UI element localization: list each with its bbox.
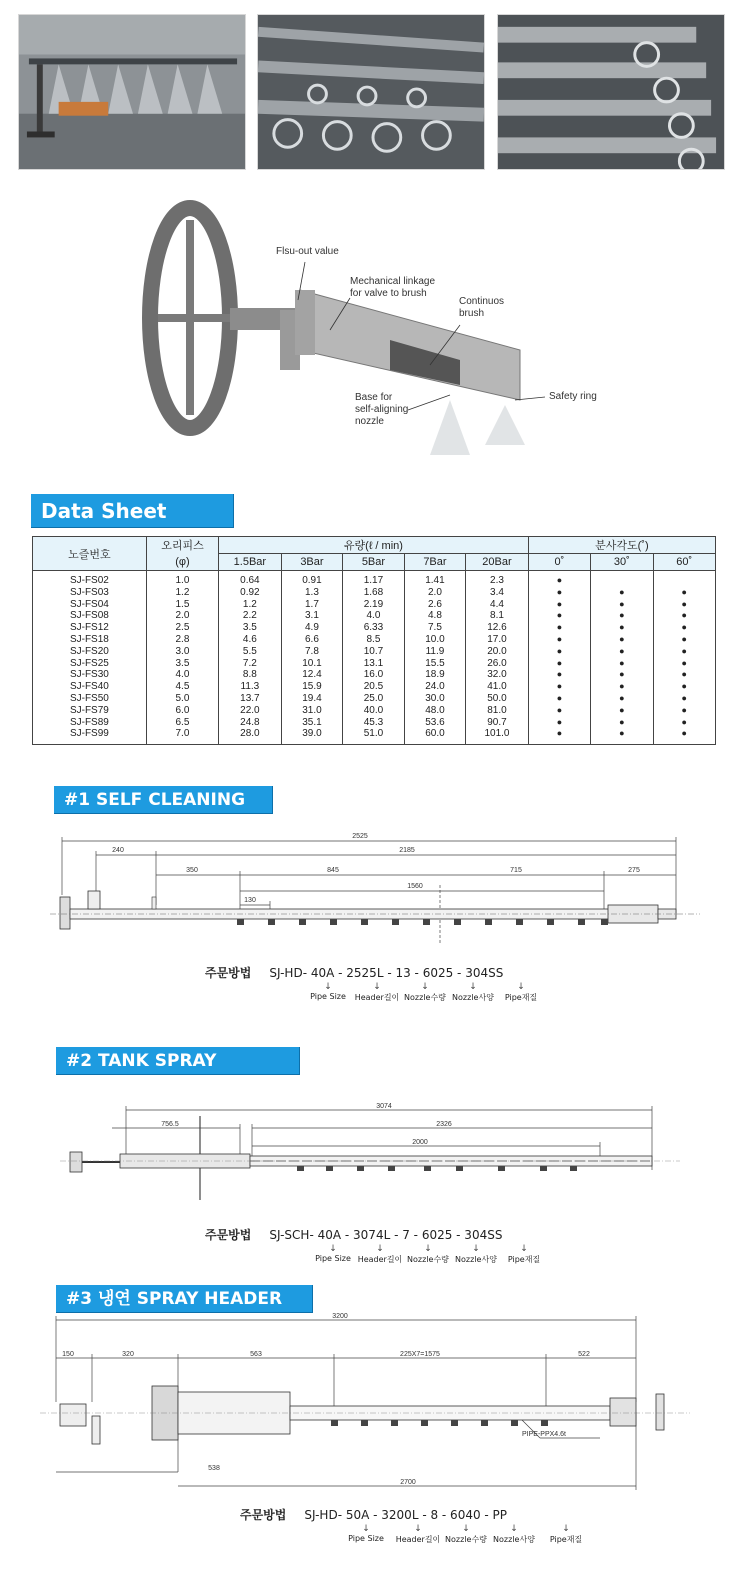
angle-dot: ● xyxy=(619,610,625,621)
model-cell: SJ-FS40 xyxy=(69,681,109,693)
orifice-cell: 5.0 xyxy=(175,692,190,704)
angle-dot: ● xyxy=(681,716,687,727)
flow-cell: 41.0 xyxy=(487,681,507,693)
angle-dot: ● xyxy=(619,681,625,692)
flow-cell: 10.7 xyxy=(363,645,384,657)
flow-cell: 39.0 xyxy=(302,728,322,740)
flow-cell: 2.0 xyxy=(427,586,442,598)
flow-cell: 19.4 xyxy=(302,692,322,704)
flow-cell: 2.6 xyxy=(427,598,442,610)
flow-cell: 8.8 xyxy=(242,669,257,681)
col-orifice-unit: (φ) xyxy=(146,554,218,571)
model-cell: SJ-FS79 xyxy=(69,704,109,716)
header2-title: #2 TANK SPRAY HEADER xyxy=(56,1047,300,1075)
flow-cell: 50.0 xyxy=(487,692,507,704)
header2-order-label: 주문방법 xyxy=(205,1228,252,1242)
col-model-header: 노즐번호 xyxy=(33,537,147,571)
dim-275: 275 xyxy=(628,867,640,874)
angle-dot: ● xyxy=(619,633,625,644)
header1-drawing xyxy=(0,825,741,945)
angle-dot: ● xyxy=(556,598,563,609)
flow-cell: 35.1 xyxy=(302,716,322,728)
flow-cell: 40.0 xyxy=(363,704,384,716)
orifice-cell: 6.0 xyxy=(175,704,190,716)
header1-order-code: 주문방법 SJ-HD- 40A - 2525L - 13 - 6025 - 304SS xyxy=(205,966,504,980)
angle-dot: ● xyxy=(681,669,687,680)
flow-cell: 4.0 xyxy=(366,610,381,622)
col-pressure-3: 5Bar xyxy=(343,554,405,571)
angle-dot: ● xyxy=(619,586,625,597)
flow-cell: 28.0 xyxy=(240,728,260,740)
flow-cell: 15.9 xyxy=(302,681,322,693)
orifice-cell: 4.0 xyxy=(175,669,190,681)
flow-cell: 48.0 xyxy=(425,704,445,716)
model-cell: SJ-FS50 xyxy=(69,692,109,704)
angle-dot: ● xyxy=(619,704,625,715)
photo-spray-header-operation xyxy=(18,14,246,170)
orifice-cell: 2.5 xyxy=(175,622,190,634)
angle-dot: ● xyxy=(681,598,687,609)
flow-cell: 22.0 xyxy=(240,704,260,716)
angle-dot: ● xyxy=(556,669,563,680)
header1-title: #1 SELF CLEANING H/D xyxy=(54,786,273,814)
angle-dot: ● xyxy=(681,622,687,633)
dim-715: 715 xyxy=(510,867,522,874)
flow-cell: 12.6 xyxy=(487,622,507,634)
flow-column-3 xyxy=(343,571,405,745)
angle-dot: ● xyxy=(619,598,625,609)
flow-cell: 20.5 xyxy=(363,681,384,693)
angle-dot: ● xyxy=(681,728,687,739)
label-mechanical-linkage: Mechanical linkage for valve to brush xyxy=(350,276,436,299)
flow-cell: 1.17 xyxy=(363,575,384,586)
flow-cell: 7.8 xyxy=(304,645,319,657)
flow-column-1 xyxy=(219,571,282,745)
flow-cell: 101.0 xyxy=(484,728,510,740)
header1-order-label: 주문방법 xyxy=(205,966,252,980)
flow-column-5 xyxy=(466,571,529,745)
angle-dot: ● xyxy=(681,586,687,597)
col-pressure-5: 20Bar xyxy=(466,554,529,571)
header3-drawing xyxy=(0,1312,741,1492)
dim-756-5: 756.5 xyxy=(161,1121,179,1128)
flow-cell: 1.2 xyxy=(242,598,257,610)
flow-cell: 32.0 xyxy=(487,669,507,681)
angle-dot: ● xyxy=(681,610,687,621)
angle-dot: ● xyxy=(619,622,625,633)
flow-cell: 60.0 xyxy=(425,728,445,740)
model-cell: SJ-FS02 xyxy=(69,575,109,586)
dim-350: 350 xyxy=(186,867,198,874)
angle-dot: ● xyxy=(556,645,563,656)
flow-cell: 24.0 xyxy=(425,681,445,693)
label-safety-ring: Safety ring xyxy=(549,391,597,402)
flow-cell: 3.5 xyxy=(242,622,257,634)
angle-dot: ● xyxy=(681,704,687,715)
angle-dot: ● xyxy=(556,681,563,692)
flow-cell: 11.3 xyxy=(240,681,260,693)
col-angle-0: 0˚ xyxy=(528,554,590,571)
col-angle-30: 30˚ xyxy=(591,554,653,571)
orifice-cell: 2.0 xyxy=(175,610,190,622)
dim-240: 240 xyxy=(112,847,124,854)
angle-dot: ● xyxy=(556,692,563,703)
flow-cell: 6.6 xyxy=(304,633,319,645)
model-cell: SJ-FS08 xyxy=(69,610,109,622)
flow-cell: 0.64 xyxy=(240,575,260,586)
header1-order-legend: ↓ Pipe Size ↓ Header길이 ↓ Nozzle수량 ↓ Nozzle사양 ↓ Pipe재질 xyxy=(0,982,741,1006)
angle-dot: ● xyxy=(619,692,625,703)
angle-dot: ● xyxy=(556,704,563,715)
flow-column-2 xyxy=(281,571,343,745)
angle-dot xyxy=(654,575,716,587)
flow-cell: 0.91 xyxy=(302,575,322,586)
dim-3074: 3074 xyxy=(376,1103,392,1110)
orifice-cell: 6.5 xyxy=(175,716,190,728)
flow-cell: 10.1 xyxy=(302,657,322,669)
flow-cell: 0.92 xyxy=(240,586,260,598)
photo-valve-wheels xyxy=(497,14,725,170)
angle-dot: ● xyxy=(619,669,625,680)
angle-dot: ● xyxy=(556,622,563,633)
model-cell: SJ-FS30 xyxy=(69,669,109,681)
header2-drawing xyxy=(0,1100,741,1210)
flow-cell: 7.2 xyxy=(242,657,257,669)
col-pressure-4: 7Bar xyxy=(404,554,466,571)
angle-dot: ● xyxy=(681,645,687,656)
angle-dot: ● xyxy=(556,586,563,597)
header3-order-label: 주문방법 xyxy=(240,1508,287,1522)
model-cell: SJ-FS18 xyxy=(69,633,109,645)
flow-column-4 xyxy=(404,571,466,745)
angle-dot: ● xyxy=(681,657,687,668)
dim-845: 845 xyxy=(327,867,339,874)
dim-150: 150 xyxy=(62,1351,74,1358)
flow-cell: 51.0 xyxy=(363,728,384,740)
orifice-cell: 7.0 xyxy=(175,728,190,740)
col-orifice-header: 오리피스 xyxy=(146,537,218,554)
col-pressure-1: 1.5Bar xyxy=(219,554,282,571)
model-cell: SJ-FS03 xyxy=(69,586,109,598)
flow-cell: 13.1 xyxy=(363,657,384,669)
flow-cell: 18.9 xyxy=(425,669,445,681)
flow-cell: 1.68 xyxy=(363,586,384,598)
flow-cell: 16.0 xyxy=(363,669,384,681)
angle-dot: ● xyxy=(556,657,563,668)
angle-dot: ● xyxy=(619,716,625,727)
flow-cell: 4.4 xyxy=(490,598,504,610)
angle-dot: ● xyxy=(619,645,625,656)
orifice-cell: 2.8 xyxy=(175,633,190,645)
flow-cell: 30.0 xyxy=(425,692,445,704)
model-cell: SJ-FS20 xyxy=(69,645,109,657)
flow-cell: 5.5 xyxy=(242,645,257,657)
dim-1575: 225X7=1575 xyxy=(400,1351,440,1358)
flow-cell: 11.9 xyxy=(425,645,445,657)
flow-cell: 31.0 xyxy=(302,704,322,716)
label-continuous-brush: Continuos brush xyxy=(459,296,505,319)
angle-column-30 xyxy=(591,571,653,745)
flow-cell: 17.0 xyxy=(487,633,507,645)
orifice-column xyxy=(146,571,218,745)
flow-cell: 1.41 xyxy=(425,575,445,586)
model-cell: SJ-FS99 xyxy=(69,728,109,740)
model-cell: SJ-FS04 xyxy=(69,598,109,610)
pipe-material-note: PIPE-PPX4.6t xyxy=(522,1431,566,1438)
dim-2700: 2700 xyxy=(400,1479,416,1486)
header2-order-code: 주문방법 SJ-SCH- 40A - 3074L - 7 - 6025 - 304SS xyxy=(205,1228,503,1242)
dim-2185: 2185 xyxy=(399,847,415,854)
flow-cell: 1.3 xyxy=(304,586,319,598)
header3-order-legend: ↓ Pipe Size ↓ Header길이 ↓ Nozzle수량 ↓ Nozzle사양 ↓ Pipe재질 xyxy=(0,1524,741,1548)
flow-cell: 53.6 xyxy=(425,716,445,728)
angle-dot: ● xyxy=(556,716,563,727)
model-cell: SJ-FS12 xyxy=(69,622,109,634)
flow-cell: 4.9 xyxy=(304,622,319,634)
angle-dot: ● xyxy=(619,657,625,668)
orifice-cell: 1.2 xyxy=(175,586,190,598)
flow-cell: 2.2 xyxy=(242,610,257,622)
dim-3200: 3200 xyxy=(332,1313,348,1320)
orifice-cell: 1.5 xyxy=(175,598,190,610)
dim-1560: 1560 xyxy=(407,883,423,890)
angle-dot: ● xyxy=(619,728,625,739)
flow-cell: 8.5 xyxy=(366,633,381,645)
flow-cell: 90.7 xyxy=(487,716,507,728)
flow-cell: 3.1 xyxy=(304,610,319,622)
orifice-cell: 3.0 xyxy=(175,645,190,657)
angle-column-60 xyxy=(653,571,716,745)
dim-320: 320 xyxy=(122,1351,134,1358)
flow-cell: 26.0 xyxy=(487,657,507,669)
col-flow-header: 유량(ℓ / min) xyxy=(219,537,529,554)
flow-cell: 45.3 xyxy=(363,716,384,728)
flow-cell: 10.0 xyxy=(425,633,445,645)
flow-cell: 2.19 xyxy=(363,598,384,610)
orifice-cell: 1.0 xyxy=(175,575,190,586)
angle-dot: ● xyxy=(681,681,687,692)
flow-cell: 6.33 xyxy=(363,622,384,634)
flow-cell: 25.0 xyxy=(363,692,384,704)
model-cell: SJ-FS25 xyxy=(69,657,109,669)
header3-order-code: 주문방법 SJ-HD- 50A - 3200L - 8 - 6040 - PP xyxy=(240,1508,508,1522)
angle-column-0 xyxy=(528,571,590,745)
flow-cell: 24.8 xyxy=(240,716,260,728)
flow-cell: 13.7 xyxy=(240,692,260,704)
flow-cell: 8.1 xyxy=(490,610,504,622)
model-cell: SJ-FS89 xyxy=(69,716,109,728)
dim-130: 130 xyxy=(244,897,256,904)
flow-cell: 81.0 xyxy=(487,704,507,716)
flow-cell: 15.5 xyxy=(425,657,445,669)
header2-order-legend: ↓ Pipe Size ↓ Header길이 ↓ Nozzle수량 ↓ Nozzle사양 ↓ Pipe재질 xyxy=(0,1244,741,1268)
flow-cell: 1.7 xyxy=(304,598,319,610)
photo-nozzle-pipes xyxy=(257,14,485,170)
flow-cell: 12.4 xyxy=(302,669,322,681)
col-pressure-2: 3Bar xyxy=(281,554,343,571)
angle-dot: ● xyxy=(681,692,687,703)
flow-cell: 20.0 xyxy=(487,645,507,657)
header3-title: #3 냉연 SPRAY HEADER xyxy=(56,1285,313,1313)
dim-2525: 2525 xyxy=(352,833,368,840)
col-angle-60: 60˚ xyxy=(653,554,716,571)
datasheet-table xyxy=(32,536,716,745)
dim-522: 522 xyxy=(578,1351,590,1358)
flow-cell: 3.4 xyxy=(490,586,504,598)
flow-cell: 7.5 xyxy=(427,622,442,634)
flow-cell: 4.6 xyxy=(242,633,257,645)
datasheet-title: Data Sheet xyxy=(31,494,234,528)
flow-cell: 2.3 xyxy=(490,575,504,586)
orifice-cell: 3.5 xyxy=(175,657,190,669)
angle-dot: ● xyxy=(556,610,563,621)
dim-2326: 2326 xyxy=(436,1121,452,1128)
angle-dot: ● xyxy=(556,728,563,739)
angle-dot: ● xyxy=(556,633,563,644)
dim-563: 563 xyxy=(250,1351,262,1358)
flow-cell: 4.8 xyxy=(427,610,442,622)
label-flush-out-valve: Flsu-out value xyxy=(276,246,339,257)
label-nozzle-base: Base for self-aligning nozzle xyxy=(355,392,409,427)
dim-2000: 2000 xyxy=(412,1139,428,1146)
angle-dot: ● xyxy=(681,633,687,644)
angle-dot: ● xyxy=(556,575,563,585)
angle-dot xyxy=(591,575,652,587)
dim-538: 538 xyxy=(208,1465,220,1472)
model-column xyxy=(33,571,147,745)
col-angle-header: 분사각도(˚) xyxy=(528,537,715,554)
orifice-cell: 4.5 xyxy=(175,681,190,693)
